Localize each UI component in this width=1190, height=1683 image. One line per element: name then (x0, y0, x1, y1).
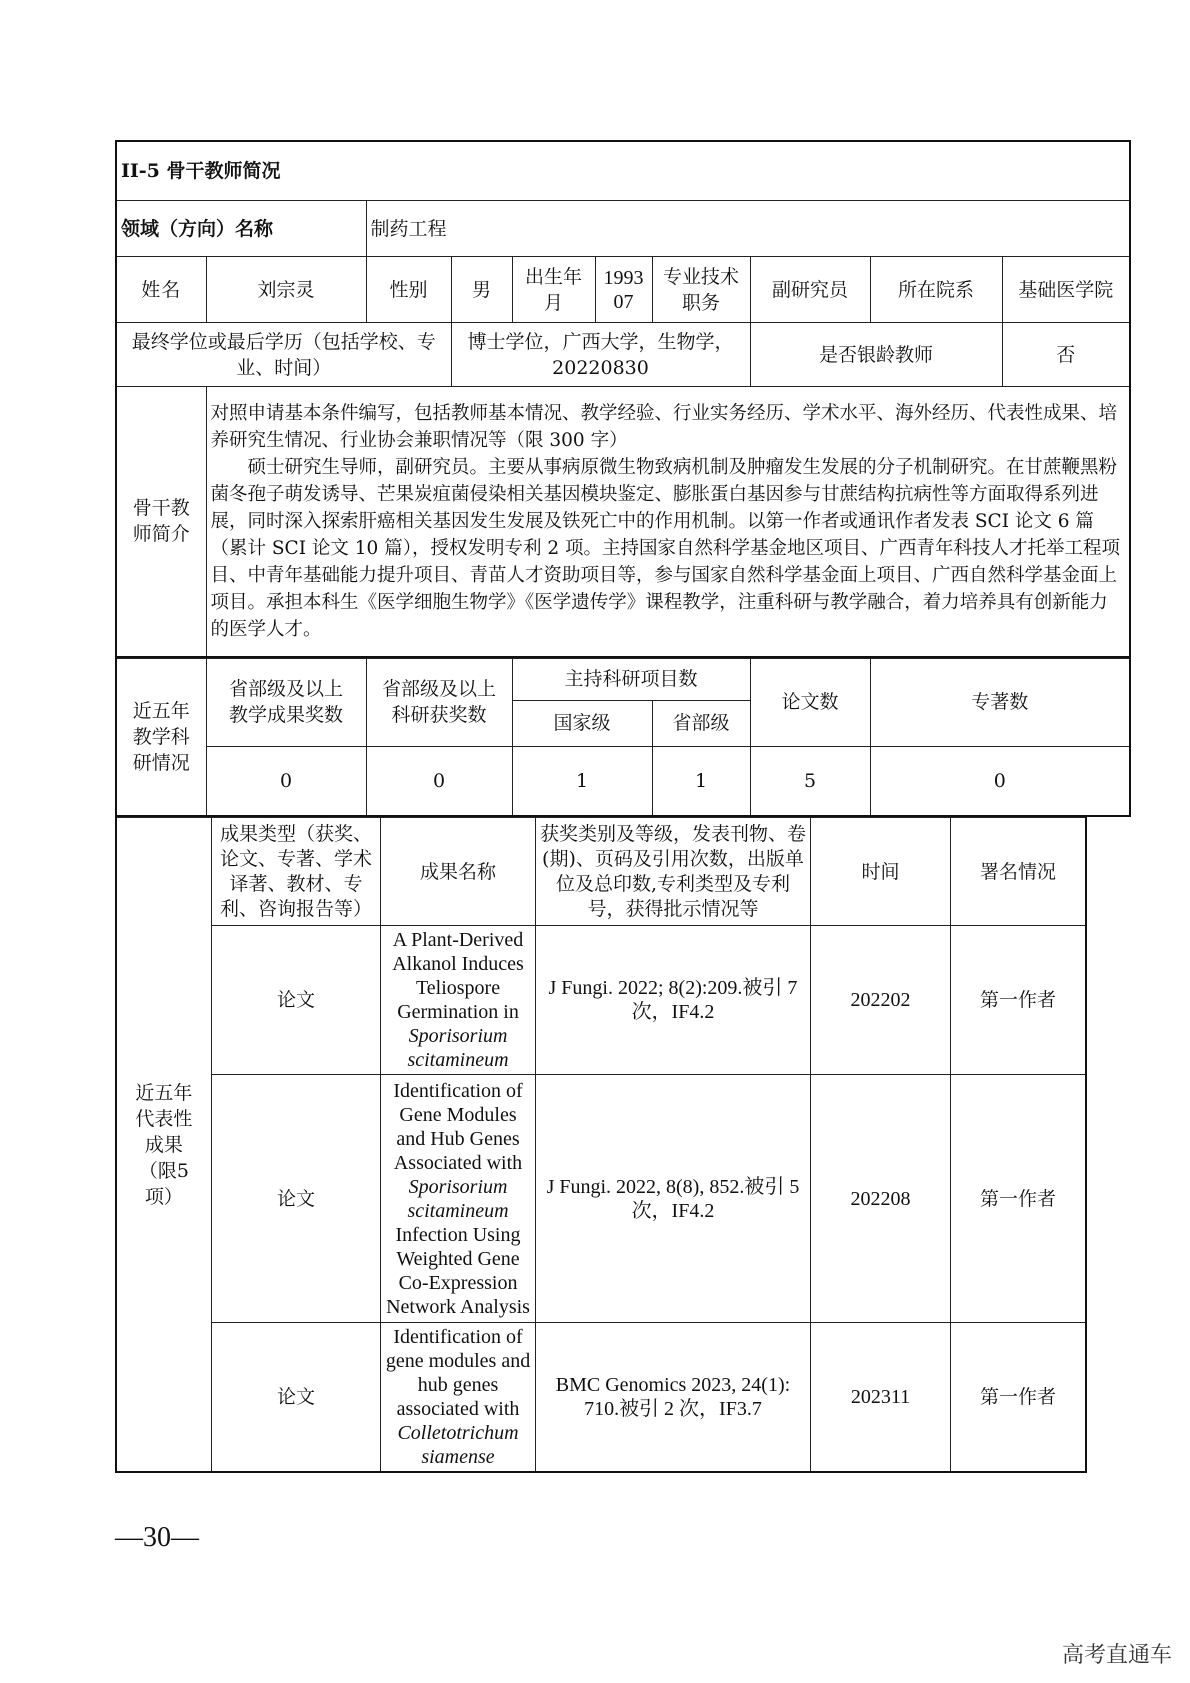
degree-value: 博士学位，广西大学，生物学，20220830 (451, 323, 750, 387)
silver-value: 否 (1002, 323, 1130, 387)
field-value: 制药工程 (366, 201, 1130, 257)
degree-label: 最终学位或最后学历（包括学校、专业、时间） (116, 323, 451, 387)
h-papers: 论文数 (750, 658, 870, 746)
achievement-time: 202311 (811, 1323, 951, 1473)
intro-content (206, 387, 1130, 657)
val-research-awards: 0 (366, 746, 512, 816)
val-papers: 5 (750, 746, 870, 816)
achievement-name (381, 926, 536, 1075)
stats-table (115, 658, 1131, 818)
achievement-name (381, 1323, 536, 1473)
achievement-name-tail: Infection Using Weighted Gene Co-Expression Network Analysis (386, 1223, 530, 1318)
gender-label: 性别 (366, 257, 451, 323)
gender-value: 男 (451, 257, 512, 323)
achievement-type: 论文 (211, 1075, 380, 1323)
achievements-header-row (116, 818, 1086, 926)
achievement-name-italic: Sporisorium scitamineum (407, 1025, 509, 1071)
achievement-name-plain: Identification of gene modules and hub genes associated with (385, 1326, 531, 1420)
section-title-row (116, 141, 1130, 201)
h-sign: 署名情况 (950, 818, 1086, 926)
page-number: —30— (115, 1522, 199, 1553)
achievement-time: 202208 (811, 1075, 951, 1323)
achievements-table (115, 817, 1087, 1473)
h-name: 成果名称 (381, 818, 536, 926)
achievement-sign: 第一作者 (950, 1323, 1086, 1473)
name-label: 姓名 (116, 257, 206, 323)
section-title: II-5 骨干教师简况 (116, 141, 1130, 201)
field-row (116, 201, 1130, 257)
val-provincial: 1 (652, 746, 750, 816)
form-page (115, 140, 1120, 1473)
achievement-name (381, 1075, 536, 1323)
teacher-profile-table (115, 140, 1131, 658)
val-national: 1 (512, 746, 652, 816)
birth-value: 1993 07 (595, 257, 652, 323)
achievement-name-plain: Identification of Gene Modules and Hub Genes Associated with (393, 1079, 523, 1174)
intro-instruction: 对照申请基本条件编写，包括教师基本情况、教学经验、行业实务经历、学术水平、海外经历、代表性成果、培养研究生情况、行业协会兼职情况等（限 300 字） (210, 402, 1118, 451)
achievement-row (116, 926, 1086, 1075)
achievement-name-italic: Colletotrichum siamense (397, 1422, 519, 1468)
achievement-name-plain: A Plant-Derived Alkanol Induces Teliospore Germination in (392, 929, 524, 1023)
birth-label: 出生年月 (512, 257, 595, 323)
title-value: 副研究员 (750, 257, 870, 323)
achievements-label: 近五年代表性成果（限5项） (116, 818, 211, 1473)
degree-row (116, 323, 1130, 387)
achievement-name-italic: Sporisorium scitamineum (407, 1175, 509, 1222)
stats-label: 近五年教学科研情况 (116, 658, 206, 816)
basic-info-row (116, 257, 1130, 323)
stats-values-row (116, 746, 1130, 816)
achievement-detail: J Fungi. 2022; 8(2):209.被引 7 次，IF4.2 (535, 926, 810, 1075)
h-time: 时间 (811, 818, 951, 926)
h-teaching-awards: 省部级及以上教学成果奖数 (206, 658, 366, 746)
h-research-awards: 省部级及以上科研获奖数 (366, 658, 512, 746)
h-detail: 获奖类别及等级，发表刊物、卷(期)、页码及引用次数，出版单位及总印数,专利类型及专利号，获得批示情况等 (535, 818, 810, 926)
achievement-sign: 第一作者 (950, 926, 1086, 1075)
dept-label: 所在院系 (870, 257, 1002, 323)
h-national: 国家级 (512, 700, 652, 746)
achievement-type: 论文 (211, 926, 380, 1075)
h-projects: 主持科研项目数 (512, 658, 750, 700)
intro-label: 骨干教师简介 (116, 387, 206, 657)
achievement-detail: J Fungi. 2022, 8(8), 852.被引 5 次，IF4.2 (535, 1075, 810, 1323)
field-label: 领域（方向）名称 (116, 201, 366, 257)
dept-value: 基础医学院 (1002, 257, 1130, 323)
achievement-type: 论文 (211, 1323, 380, 1473)
intro-text: 硕士研究生导师，副研究员。主要从事病原微生物致病机制及肿瘤发生发展的分子机制研究。在甘蔗鞭黑粉菌冬孢子萌发诱导、芒果炭疽菌侵染相关基因模块鉴定、膨胀蛋白基因参与甘蔗结构抗病性等方面取得系列进展，同时深入探索肝癌相关基因发生发展及铁死亡中的作用机制。以第一作者或通讯作者发表 SCI 论文 6 篇（累计 SCI 论文 10 篇），授权发明专利 2 项。主持国家自然科学基金地区项目、广西青年科技人才托举工程项目、中青年基础能力提升项目、青苗人才资助项目等，参与国家自然科学基金面上项目、广西自然科学基金面上项目。承担本科生《医学细胞生物学》《医学遗传学》课程教学，注重科研与教学融合，着力培养具有创新能力的医学人才。 (210, 456, 1120, 640)
stats-header-row (116, 658, 1130, 700)
h-provincial: 省部级 (652, 700, 750, 746)
watermark: 高考直通车 (1061, 1643, 1172, 1668)
achievement-sign: 第一作者 (950, 1075, 1086, 1323)
achievement-detail: BMC Genomics 2023, 24(1): 710.被引 2 次，IF3.7 (535, 1323, 810, 1473)
title-label: 专业技术职务 (652, 257, 750, 323)
name-value: 刘宗灵 (206, 257, 366, 323)
achievement-row (116, 1323, 1086, 1473)
val-books: 0 (870, 746, 1130, 816)
h-type: 成果类型（获奖、论文、专著、学术译著、教材、专利、咨询报告等） (211, 818, 380, 926)
achievement-time: 202202 (811, 926, 951, 1075)
intro-row (116, 387, 1130, 657)
silver-label: 是否银龄教师 (750, 323, 1002, 387)
h-books: 专著数 (870, 658, 1130, 746)
val-teaching-awards: 0 (206, 746, 366, 816)
achievement-row (116, 1075, 1086, 1323)
